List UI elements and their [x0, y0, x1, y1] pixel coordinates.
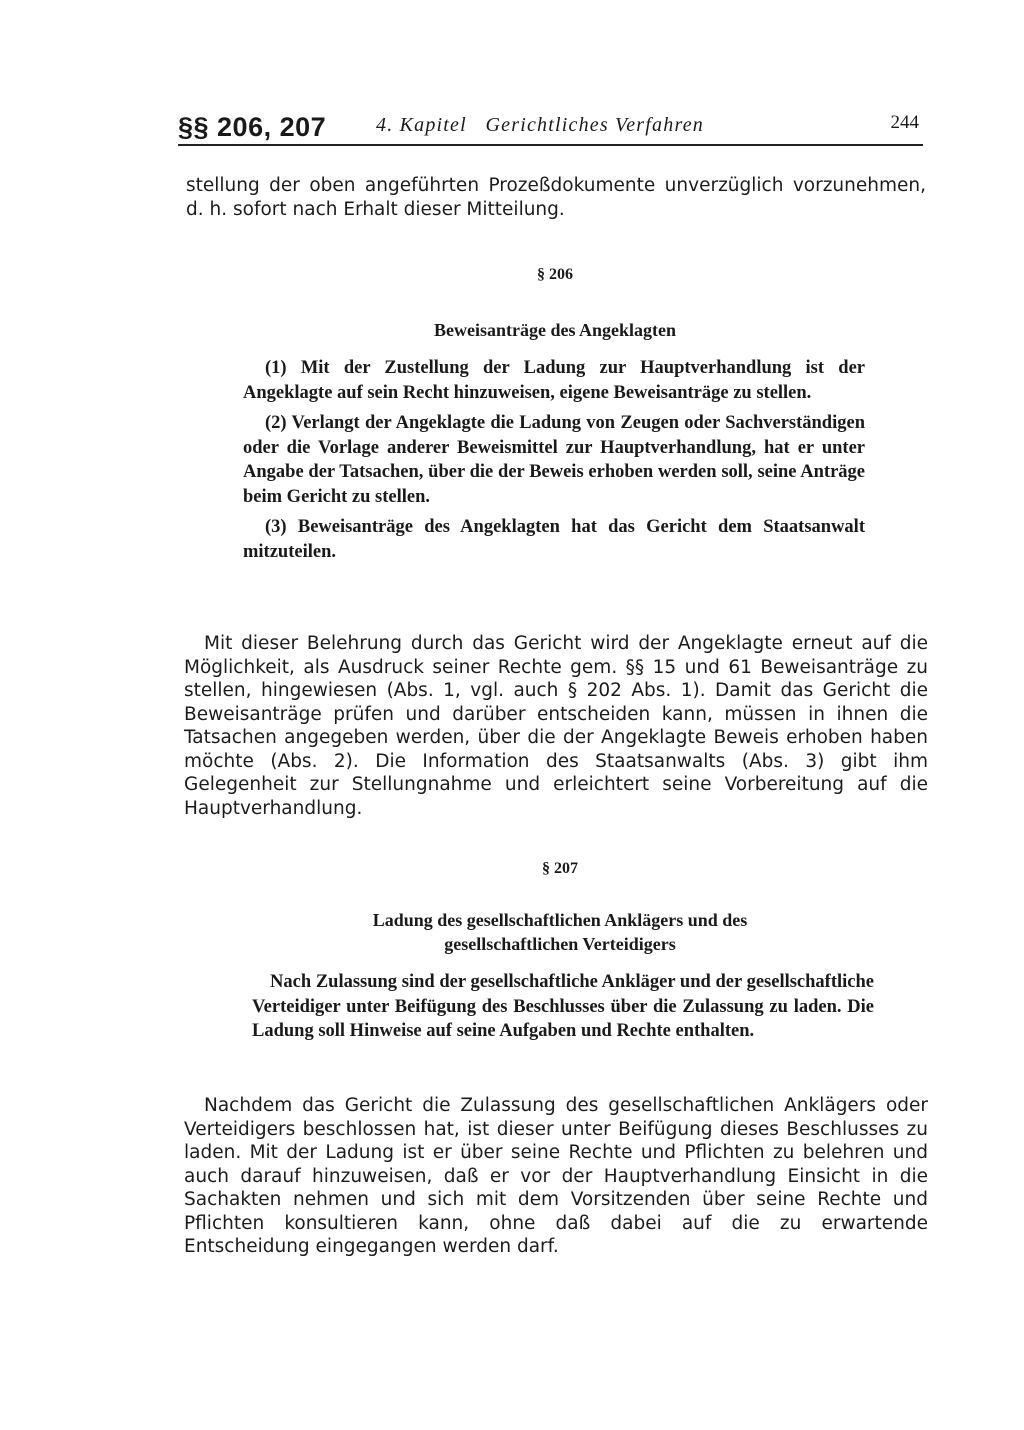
section-206-commentary-text: Mit dieser Belehrung durch das Gericht wird der Angeklagte erneut auf die Möglichkeit, als Ausdruck seiner Rechte gem. §§ 15 und 61 Beweisanträge zu stellen, hingewiesen (Abs. 1, vgl. auch § 202 Abs. 1). Damit das Gericht die Beweisanträge prüfen und darüber entscheiden kann, müssen in ihnen die Tatsachen angegeben werden, über die der Angeklagte Beweis erhoben haben möchte (Abs. 2). Die Information des Staatsanwalts (Abs. 3) gibt ihm Gelegenheit zur Stellungnahme und erleichtert seine Vorbereitung auf die Hauptverhandlung. — [184, 633, 928, 819]
section-207-number: § 207 — [542, 860, 578, 877]
page-number: 244 — [890, 112, 919, 133]
section-206-number: § 206 — [537, 266, 573, 283]
section-207-paragraph: Nach Zulassung sind der gesellschaftliche Ankläger und der gesellschaftliche Verteidiger unter Beifügung des Beschlusses über die Zulassung zu laden. Die Ladung soll Hinweise auf seine Aufgaben und Rechte enthalten. — [252, 972, 874, 1041]
header-chapter-title: 4. Kapitel Gerichtliches Verfahren — [376, 114, 704, 136]
header-paragraph-range: §§ 206, 207 — [178, 112, 327, 142]
header-rule — [178, 144, 923, 146]
section-207-title — [270, 908, 850, 956]
section-207-title-line-2: gesellschaftlichen Verteidigers — [444, 934, 676, 954]
continuation-paragraph: stellung der oben angeführten Prozeßdokumente unverzüglich vorzunehmen, d. h. sofort nach Erhalt dieser Mitteilung. — [186, 175, 926, 220]
section-207-commentary-text: Nachdem das Gericht die Zulassung des gesellschaftlichen Anklägers oder Verteidigers beschlossen hat, ist dieser unter Beifügung dieses Beschlusses zu laden. Mit der Ladung ist er über seine Rechte und Pflichten zu belehren und auch darauf hinzuweisen, daß er vor der Hauptverhandlung Einsicht in die Sachakten nehmen und sich mit dem Vorsitzenden über seine Rechte und Pflichten konsultieren kann, ohne daß dabei auf die zu erwartende Entscheidung eingegangen werden darf. — [184, 1095, 928, 1257]
section-206-law-text — [243, 356, 865, 570]
section-206-paragraph-1: (1) Mit der Zustellung der Ladung zur Hauptverhandlung ist der Angeklagte auf sein Recht hinzuweisen, eigene Beweisanträge zu stellen. — [243, 358, 865, 403]
section-206-paragraph-3: (3) Beweisanträge des Angeklagten hat das Gericht dem Staatsanwalt mitzuteilen. — [243, 517, 865, 562]
section-206-commentary — [184, 632, 928, 820]
section-206-paragraph-2: (2) Verlangt der Angeklagte die Ladung von Zeugen oder Sachverständigen oder die Vorlage anderer Beweismittel zur Hauptverhandlung, hat er unter Angabe der Tatsachen, über die der Beweis erhoben werden soll, seine Anträge beim Gericht zu stellen. — [243, 413, 865, 507]
running-header — [178, 104, 923, 144]
section-206-title: Beweisanträge des Angeklagten — [434, 320, 676, 340]
section-207-law-text — [252, 970, 874, 1050]
section-207-title-line-1: Ladung des gesellschaftlichen Anklägers und des — [372, 910, 748, 930]
section-207-commentary — [184, 1094, 928, 1259]
